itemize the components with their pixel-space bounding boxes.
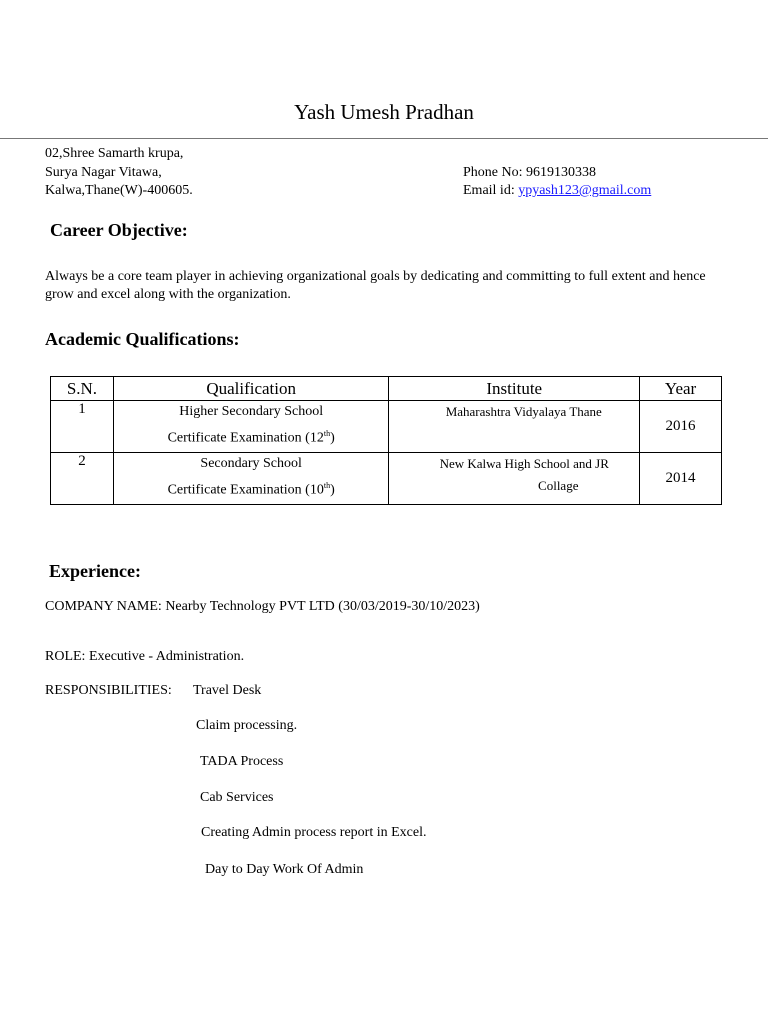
qualification-line-1: Secondary School (200, 456, 302, 471)
row-qualification (113, 401, 389, 453)
phone-row (463, 165, 596, 181)
responsibility-item: Travel Desk (193, 683, 262, 698)
header-divider (0, 138, 768, 139)
column-header-year: Year (640, 377, 722, 401)
company-name: COMPANY NAME: Nearby Technology PVT LTD (30/03/2019-30/10/2023) (45, 599, 480, 614)
phone-number: 9619130338 (526, 165, 596, 180)
academic-table (50, 376, 722, 505)
column-header-sn: S.N. (51, 377, 114, 401)
career-objective-text: Always be a core team player in achieving organizational goals by dedicating and committing to full extent and hence grow and excel along with the organization. (45, 269, 706, 302)
address-line-1: 02,Shree Samarth krupa, (45, 146, 184, 161)
address-line-2: Surya Nagar Vitawa, (45, 165, 162, 180)
role: ROLE: Executive - Administration. (45, 649, 245, 664)
row-institute (389, 453, 640, 505)
responsibility-item: TADA Process (200, 754, 284, 769)
address-line-3: Kalwa,Thane(W)-400605. (45, 183, 193, 198)
email-link[interactable]: ypyash123@gmail.com (518, 183, 652, 198)
career-objective-heading: Career Objective: (50, 220, 188, 240)
row-institute (389, 401, 640, 453)
row-qualification (113, 453, 389, 505)
row-sn: 1 (51, 401, 114, 453)
row-year: 2016 (640, 401, 722, 453)
table-row (51, 401, 722, 453)
academic-qualifications-heading: Academic Qualifications: (45, 329, 240, 349)
row-sn: 2 (51, 453, 114, 505)
candidate-name: Yash Umesh Pradhan (294, 100, 474, 124)
table-header-row (51, 377, 722, 401)
responsibility-item: Cab Services (200, 790, 274, 805)
responsibility-item: Claim processing. (196, 718, 298, 733)
qualification-line-1: Higher Secondary School (179, 404, 324, 419)
responsibility-item: Day to Day Work Of Admin (205, 862, 364, 877)
experience-heading: Experience: (49, 561, 141, 581)
table-row (51, 453, 722, 505)
institute-line-1: New Kalwa High School and JR (439, 456, 609, 471)
responsibility-item: Creating Admin process report in Excel. (201, 825, 427, 840)
institute-line-2: Collage (538, 478, 579, 493)
email-row (463, 183, 651, 199)
column-header-qualification: Qualification (113, 377, 389, 401)
phone-label: Phone No: (463, 165, 523, 180)
row-year: 2014 (640, 453, 722, 505)
qualification-line-2: Certificate Examination (10th) (167, 481, 335, 498)
institute-line-1: Maharashtra Vidyalaya Thane (445, 404, 602, 419)
qualification-line-2: Certificate Examination (12th) (167, 429, 335, 446)
responsibilities-label: RESPONSIBILITIES: (45, 683, 172, 698)
column-header-institute: Institute (389, 377, 640, 401)
email-label: Email id: (463, 183, 515, 198)
